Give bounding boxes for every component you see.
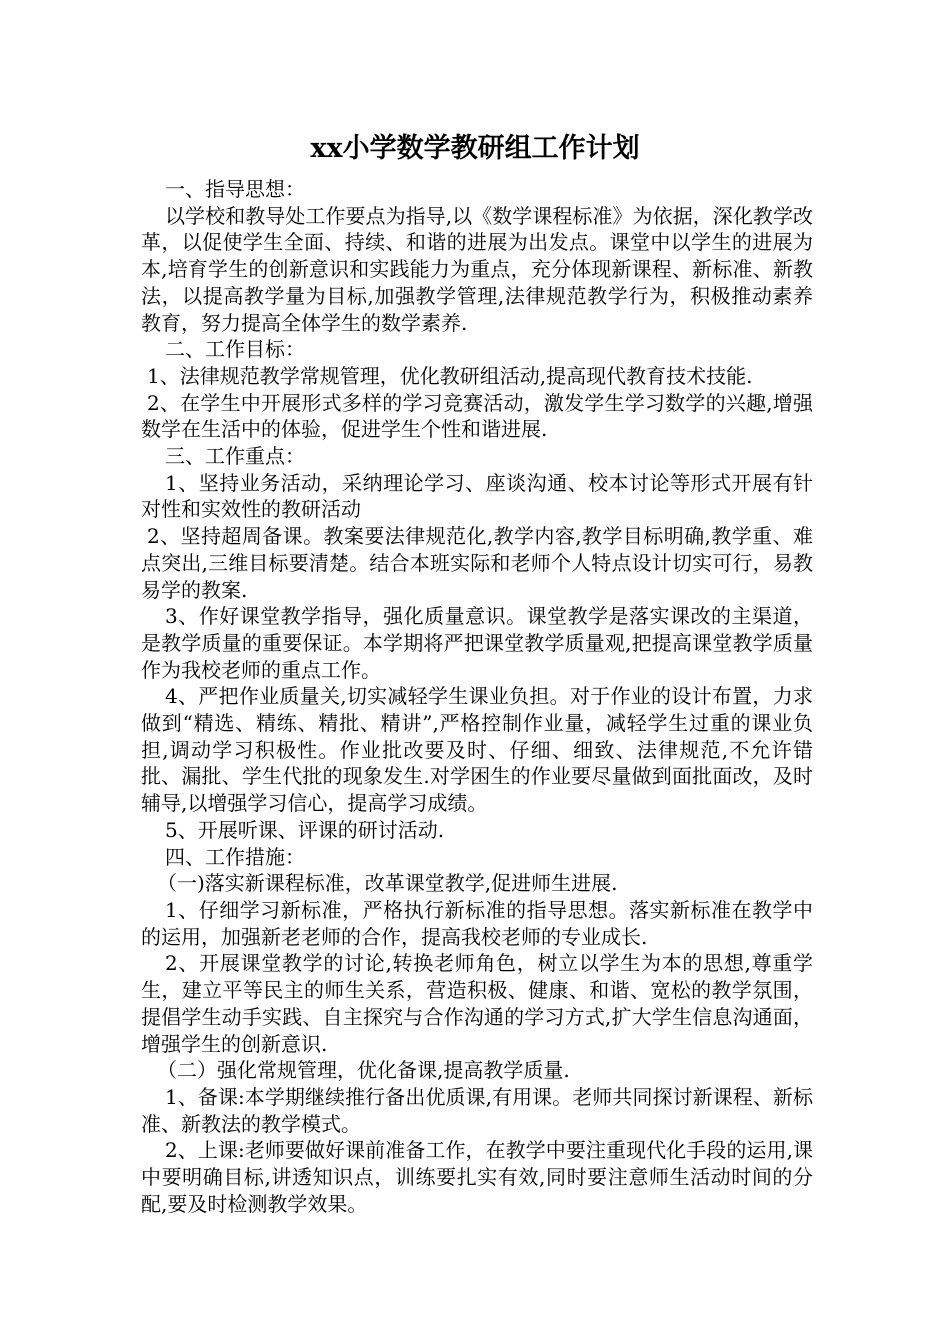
section-heading-work-focus: 三、工作重点： <box>165 444 305 469</box>
paragraph-focus-1: 1、坚持业务活动，采纳理论学习、座谈沟通、校本讨论等形式开展有针对性和实效性的教研活动 <box>141 470 813 522</box>
section-heading-work-measures: 四、工作措施： <box>165 844 305 869</box>
paragraph-focus-5: 5、开展听课、评课的研讨活动. <box>165 817 445 842</box>
section-heading-guiding-ideology: 一、指导思想： <box>165 177 305 201</box>
paragraph-measure-1-1: 1、仔细学习新标准，严格执行新标准的指导思想。落实新标准在教学中的运用，加强新老老师的合作，提高我校老师的专业成长. <box>141 897 813 949</box>
paragraph-measure-2-2: 2、上课:老师要做好课前准备工作，在教学中要注重现代化手段的运用,课中要明确目标,讲透知识点，训练要扎实有效,同时要注意师生活动时间的分配,要及时检测教学效果。 <box>141 1138 813 1216</box>
paragraph-focus-2: 2、坚持超周备课。教案要法律规范化,教学内容,教学目标明确,教学重、难点突出,三维目标要清楚。结合本班实际和老师个人特点设计切实可行，易教易学的教案. <box>141 524 813 602</box>
document-title: xx小学数学教研组工作计划 <box>310 133 640 164</box>
paragraph-measure-1-2: 2、开展课堂教学的讨论,转换老师角色，树立以学生为本的思想,尊重学生，建立平等民主的师生关系，营造积极、健康、和谐、宽松的教学氛围，提倡学生动手实践、自主探究与合作沟通的学习方式,扩大学生信息沟通面，增强学生的创新意识. <box>141 951 813 1056</box>
paragraph-measure-2-1: 1、备课:本学期继续推行备出优质课,有用课。老师共同探讨新课程、新标准、新教法的教学模式。 <box>141 1084 813 1136</box>
paragraph-focus-3: 3、作好课堂教学指导，强化质量意识。课堂教学是落实课改的主渠道，是教学质量的重要保证。本学期将严把课堂教学质量观,把提高课堂教学质量作为我校老师的重点工作。 <box>141 604 813 682</box>
paragraph-focus-4: 4、严把作业质量关,切实减轻学生课业负担。对于作业的设计布置，力求做到“精选、精练、精批、精讲”,严格控制作业量，减轻学生过重的课业负担,调动学习积极性。作业批改要及时、仔细、细致、法律规范,不允许错批、漏批、学生代批的现象发生.对学困生的作业要尽量做到面批面改，及时辅导,以增强学习信心，提高学习成绩。 <box>141 684 813 816</box>
paragraph-goal-2: 2、在学生中开展形式多样的学习竞赛活动，激发学生学习数学的兴趣,增强数学在生活中的体验，促进学生个性和谐进展. <box>141 390 813 442</box>
paragraph-goal-1: 1、法律规范教学常规管理，优化教研组活动,提高现代教育技术技能. <box>147 363 753 388</box>
subsection-heading-1: （一)落实新课程标准，改革课堂教学,促进师生进展. <box>157 871 618 896</box>
subsection-heading-2: （二）强化常规管理，优化备课,提高教学质量. <box>157 1058 570 1083</box>
paragraph-guiding-ideology: 以学校和教导处工作要点为指导,以《数学课程标准》为依据，深化教学改革，以促使学生全面、持续、和谐的进展为出发点。课堂中以学生的进展为本,培育学生的创新意识和实践能力为重点，充分体现新课程、新标准、新教法，以提高教学量为目标,加强教学管理,法律规范教学行为，积极推动素养教育，努力提高全体学生的数学素养. <box>141 203 813 335</box>
section-heading-work-goals: 二、工作目标： <box>165 337 305 362</box>
document-body <box>141 176 813 1217</box>
